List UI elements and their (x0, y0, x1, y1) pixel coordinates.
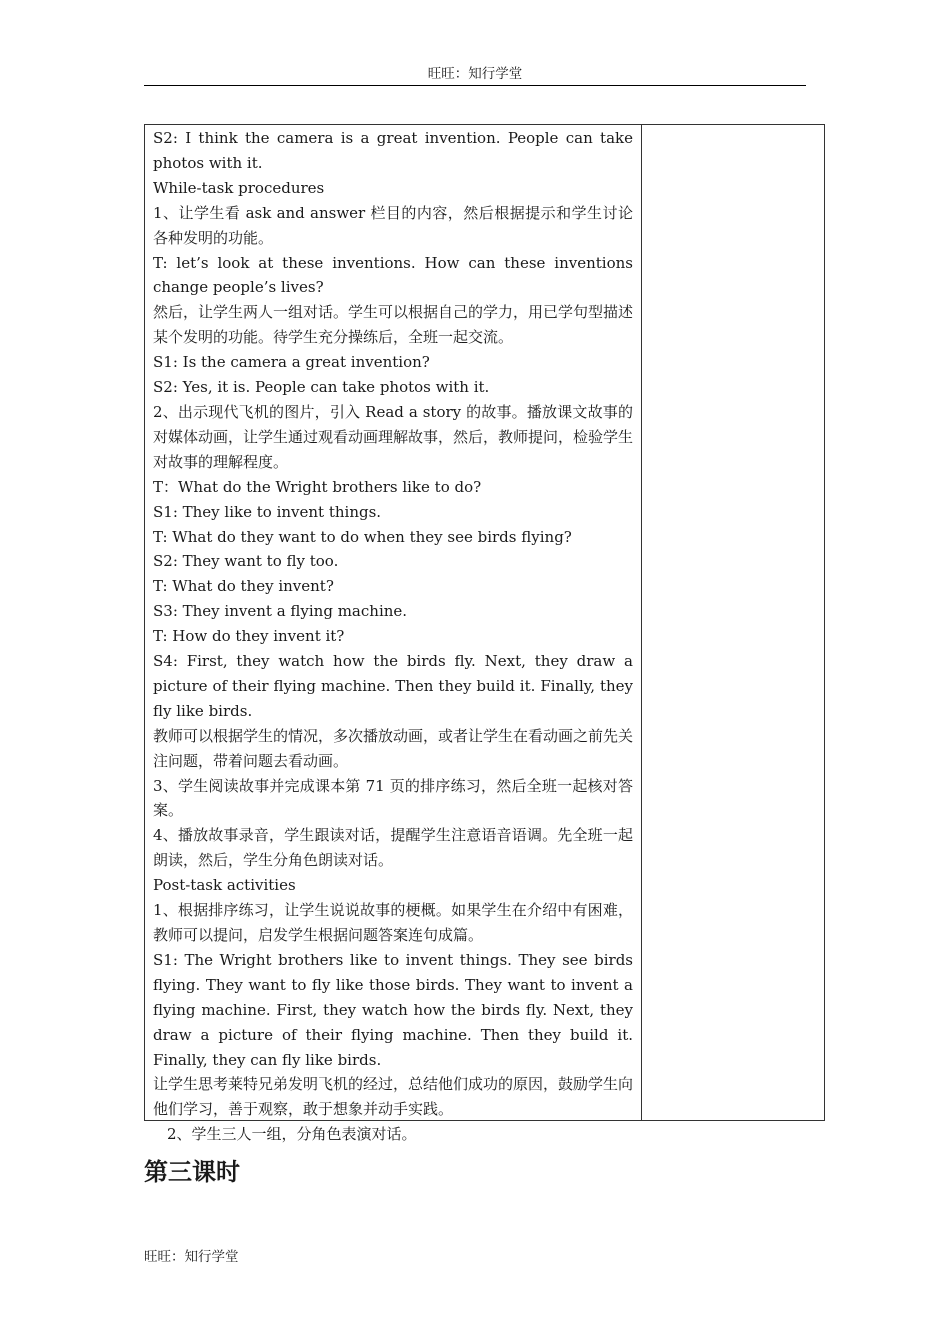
table-line: T: What do they want to do when they see birds flying? (153, 527, 572, 546)
table-line: 然后，让学生两人一组对话。学生可以根据自己的学力，用已学句型描述某个发明的功能。待学生充分操练后，全班一起交流。 (153, 303, 634, 347)
table-line: 1、让学生看 ask and answer 栏目的内容，然后根据提示和学生讨论各种发明的功能。 (153, 203, 633, 247)
section-title: 第三课时 (144, 1158, 240, 1186)
table-line: 2、出示现代飞机的图片，引入 Read a story 的故事。播放课文故事的对媒体动画，让学生通过观看动画理解故事，然后，教师提问，检验学生对故事的理解程度。 (153, 402, 634, 471)
table-line: S1: Is the camera a great invention? (153, 353, 430, 372)
lesson-content-cell (145, 125, 642, 1144)
table-line: S4: First, they watch how the birds fly. Next, they draw a picture of their flying machine. Then they build it. Finally, they fly like birds. (153, 652, 633, 720)
table-line: T：What do the Wright brothers like to do? (153, 477, 482, 496)
table-line: S3: They invent a flying machine. (153, 602, 408, 621)
table-line: 3、学生阅读故事并完成课本第 71 页的排序练习，然后全班一起核对答案。 (153, 776, 633, 820)
table-line: 4、播放故事录音，学生跟读对话，提醒学生注意语音语调。先全班一起朗读，然后，学生分角色朗读对话。 (153, 826, 633, 870)
table-line: 2、学生三人一组，分角色表演对话。 (167, 1125, 417, 1144)
notes-cell (642, 125, 824, 1120)
page-header: 旺旺：知行学堂 (144, 64, 806, 86)
table-line: S2: Yes, it is. People can take photos with it. (153, 378, 490, 397)
table-line: 1、根据排序练习，让学生说说故事的梗概。如果学生在介绍中有困难，教师可以提问，启发学生根据问题答案连句成篇。 (153, 901, 633, 944)
table-line: T: What do they invent? (153, 577, 334, 596)
lesson-plan-table (144, 124, 825, 1144)
table-line: 教师可以根据学生的情况，多次播放动画，或者让学生在看动画之前先关注问题，带着问题去看动画。 (153, 726, 634, 770)
table-line: T: let’s look at these inventions. How can these inventions change people’s lives? (153, 253, 633, 297)
table-line: S2: I think the camera is a great invention. People can take photos with it. (153, 129, 633, 172)
table-line: S1: The Wright brothers like to invent things. They see birds flying. They want to fly like those birds. They want to invent a flying machine. First, they watch how the birds fly. Next, they draw a picture of their flying machine. Then they build it. Finally, they can fly like birds. (153, 950, 633, 1069)
table-line: 让学生思考莱特兄弟发明飞机的经过，总结他们成功的原因，鼓励学生向他们学习，善于观察，敢于想象并动手实践。 (153, 1075, 634, 1119)
table-line: S1: They like to invent things. (153, 502, 382, 521)
table-line: Post-task activities (153, 876, 296, 895)
table-line: While-task procedures (153, 178, 325, 197)
page-footer: 旺旺：知行学堂 (144, 1249, 239, 1265)
table-line: T: How do they invent it? (153, 627, 345, 646)
table-line: S2: They want to fly too. (153, 552, 339, 571)
